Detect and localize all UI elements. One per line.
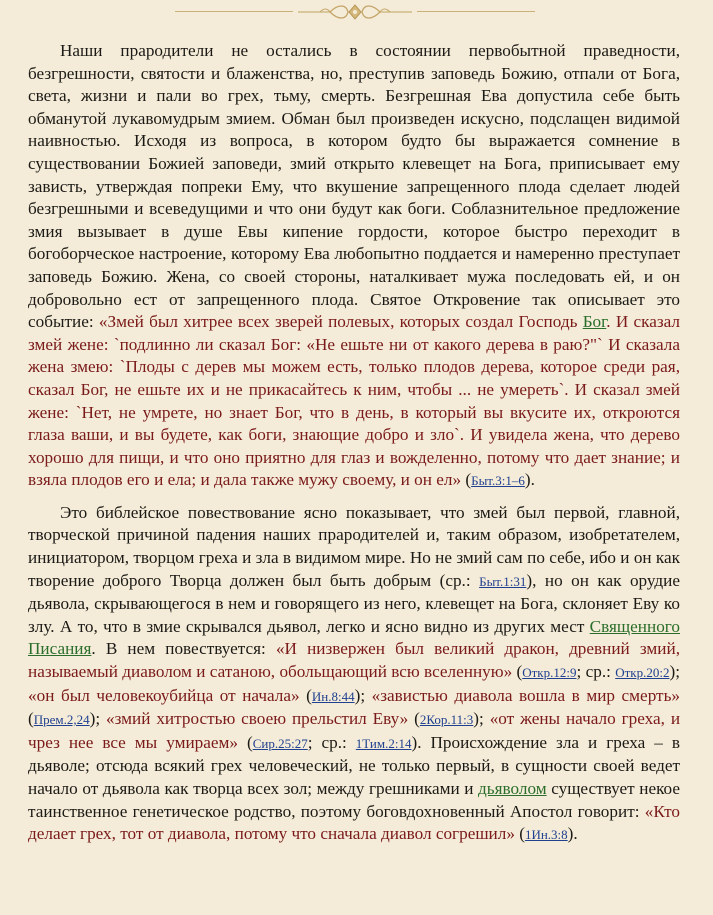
paragraph-text: ), но он как орудие дьявола, скрывающегося в нем и говорящего из него, клевещет на Бога, склоняет Еву ко злу. А то, что в змие скрывался дьявол, легко и ясно видно из других мест — [28, 570, 680, 636]
paragraph-text: ). — [567, 824, 578, 844]
bible-reference-link[interactable]: Откр.20:2 — [615, 665, 670, 681]
term-link-holy-scripture[interactable]: Священного Писания — [28, 616, 680, 659]
paragraph-text: . В нем повествуется: — [91, 639, 276, 659]
scripture-quote: «от жены начало греха, и чрез нее все мы умираем» — [28, 709, 681, 752]
header-rule-right — [417, 11, 535, 12]
bible-reference-link[interactable]: Быт.3:1–6 — [471, 473, 525, 489]
scripture-quote: «И низвержен был великий дракон, древний змий, называемый диаволом и сатаною, обольщающий всю вселенную» — [28, 639, 680, 682]
paragraph-text: ). — [524, 470, 535, 490]
paragraph-text: ); — [669, 662, 680, 682]
bible-reference-link[interactable]: Прем.2,24 — [33, 712, 90, 728]
paragraph-text: Это библейское повествование ясно показывает, что змей был первой, главной, творческой причиной падения наших прародителей и, таким образом, изобретателем, инициатором, творцом греха и зла в видимом мире. Но не змий сам по себе, ибо и он как творение доброго Творца должен был быть добрым (ср.: — [28, 502, 680, 590]
bible-reference-link[interactable]: 2Кор.11:3 — [419, 712, 474, 728]
paragraph-text: ; ср.: — [307, 732, 356, 752]
scripture-quote: «Кто делает грех, тот от диавола, потому что сначала диавол согрешил» — [28, 801, 680, 844]
scripture-quote: «змий хитростью своею прельстил Еву» — [106, 709, 409, 729]
term-link-devil[interactable]: дьяволом — [478, 779, 547, 798]
paragraph-text: существует некое таинственное генетическое родство, поэтому боговдохновенный Апостол говорит: — [28, 779, 680, 821]
scripture-quote: «Змей был хитрее всех зверей полевых, которых создал Господь — [98, 312, 583, 332]
bible-reference-link[interactable]: 1Тим.2:14 — [355, 735, 412, 751]
paragraph-text: Наши прародители не остались в состоянии первобытной праведности, безгрешности, святости и блаженства, но, преступив заповедь Божию, отпали от Бога, света, жизни и пали во грех, тьму, смерть. Безгрешная Ева допустила себе быть обманутой лукавомудрым змием. Обман был произведен искусно, подслащен видимой наивностью. Исходя из вопроса, в котором будто бы выражается сомнение в существовании Божией заповеди, змий открыто клевещет на Бога, приписывает ему зависть, утверждая попреки Ему, что вкушение запрещенного плода сделает людей безгрешными и всеведущими и что они будут как боги. Соблазнительное предложение змия вызывает в душе Евы кипение гордости, которое быстро переходит в богоборческое настроение, которому Ева любопытно поддается и намеренно преступает заповедь Божию. Жена, со своей стороны, наталкивает мужа последовать ей, и он добровольно ест от запрещенного плода. Святое Откровение так описывает это событие: — [28, 41, 680, 332]
scripture-quote: . И сказал змей жене: `подлинно ли сказал Бог: «Не ешьте ни от какого дерева в раю?"` И сказала жена змею: `Плоды с дерев мы можем есть, только плодов дерева, которое среди рая, сказал Бог, не ешьте их и не прикасайтесь к ним, чтобы ... не умереть`. И сказал змей жене: `Нет, не умрете, но знает Бог, что в день, в который вы вкусите их, откроются глаза ваши, и вы будете, как боги, знающие добро и зло`. И увидела жена, что дерево хорошо для пищи, и что оно приятно для глаз и вожделенно, потому что дает знание; и взяла плодов его и ела; и дала также мужу своему, и он ел» — [28, 312, 680, 490]
bible-reference-link[interactable]: Быт.1:31 — [479, 573, 527, 589]
header-rule-left — [175, 11, 293, 12]
ornament-divider-icon — [290, 2, 420, 22]
bible-reference-link[interactable]: Откр.12:9 — [522, 665, 577, 681]
term-link-bog[interactable]: Бог — [582, 312, 607, 332]
paragraph-origin-of-evil: Это библейское повествование ясно показывает, что змей был первой, главной, творческой причиной падения наших прародителей и, таким образом, изобретателем, инициатором, творцом греха и зла в видимом мире. Но не змий сам по себе, ибо и он как творение доброго Творца должен был быть добрым (ср.: Быт.1:31), но он как орудие дьявола, скрывающегося в нем и говорящего из него, клевещет на Бога, склоняет Еву ко злу. А то, что в змие скрывался дьявол, легко и ясно видно из других мест Священного Писания. В нем повествуется: «И низвержен был великий дракон, древний змий, называемый диаволом и сатаною, обольщающий всю вселенную» (Откр.12:9; ср.: Откр.20:2); «он был человекоубийца от начала» (Ин.8:44); «завистью диавола вошла в мир смерть» (Прем.2,24); «змий хитростью своею прельстил Еву» (2Кор.11:3); «от жены начало греха, и чрез нее все мы умираем» (Сир.25:27; ср.: 1Тим.2:14). Происхождение зла и греха – в дьяволе; отсюда всякий грех человеческий, не только первый, в сущности своей ведет начало от дьявола как творца всех зол; между грешниками и дьяволом существует некое таинственное генетическое родство, поэтому боговдохновенный Апостол говорит: «Кто делает грех, тот от диавола, потому что сначала диавол согрешил» (1Ин.3:8). — [28, 502, 681, 844]
scripture-quote: «завистью диавола вошла в мир смерть» — [371, 685, 680, 705]
paragraph-fall: Наши прародители не остались в состоянии первобытной праведности, безгрешности, святости и блаженства, но, преступив заповедь Божию, отпали от Бога, света, жизни и пали во грех, тьму, смерть. Безгрешная Ева допустила себе быть обманутой лукавомудрым змием. Обман был произведен искусно, подслащен видимой наивностью. Исходя из вопроса, в котором будто бы выражается сомнение в существовании Божией заповеди, змий открыто клевещет на Бога, приписывает ему зависть, утверждая попреки Ему, что вкушение запрещенного плода сделает людей безгрешными и всеведущими и что они будут как боги. Соблазнительное предложение змия вызывает в душе Евы кипение гордости, которое быстро переходит в богоборческое настроение, которому Ева любопытно поддается и намеренно преступает заповедь Божию. Жена, со своей стороны, наталкивает мужа последовать ей, и он добровольно ест от запрещенного плода. Святое Откровение так описывает это событие: «Змей был хитрее всех зверей полевых, которых создал Господь Бог. И сказал змей жене: `подлинно ли сказал Бог: «Не ешьте ни от какого дерева в раю?"` И сказала жена змею: `Плоды с дерев мы можем есть, только плодов дерева, которое среди рая, сказал Бог, не ешьте их и не прикасайтесь к ним, чтобы ... не умереть`. И сказал змей жене: `Нет, не умрете, но знает Бог, что в день, в который вы вкусите их, откроются глаза ваши, и вы будете, как боги, знающие добро и зло`. И увидела жена, что дерево хорошо для пищи, и что оно приятно для глаз и вожделенно, потому что дает знание; и взяла плодов его и ела; и дала также мужу своему, и он ел» (Быт.3:1–6). — [28, 41, 680, 490]
bible-reference-link[interactable]: Сир.25:27 — [252, 735, 308, 751]
scripture-quote: «он был человекоубийца от начала» — [28, 685, 300, 705]
paragraph-text: ; ср.: — [576, 662, 616, 682]
bible-reference-link[interactable]: Ин.8:44 — [311, 688, 355, 704]
bible-reference-link[interactable]: 1Ин.3:8 — [524, 827, 568, 843]
paragraph-text: ). Происхождение зла и греха – в дьяволе; отсюда всякий грех человеческий, не только первый, в сущности своей ведет начало от дьявола как творца всех зол; между грешниками и — [28, 732, 680, 798]
article-body — [28, 40, 680, 856]
